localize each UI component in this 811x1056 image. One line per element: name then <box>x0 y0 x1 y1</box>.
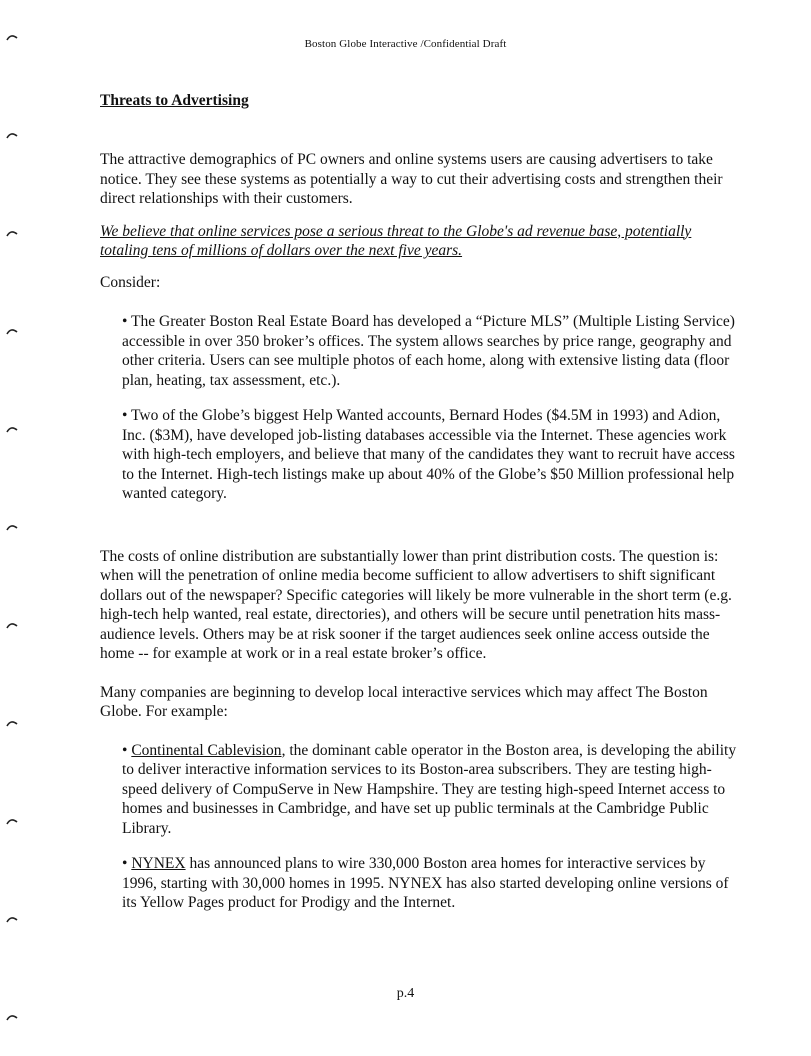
binder-mark-icon <box>5 522 19 532</box>
binder-mark-icon <box>5 424 19 434</box>
binder-mark-icon <box>5 718 19 728</box>
company-name-nynex: NYNEX <box>131 855 186 872</box>
section-title: Threats to Advertising <box>100 92 249 109</box>
intro-paragraph: The attractive demographics of PC owners and online systems users are causing advertisers to take notice. They see these systems as potentially a way to cut their advertising costs and strengthen their direct relationships with their customers. <box>100 151 723 207</box>
bullet-continental-cablevision <box>122 741 740 839</box>
main-content <box>100 92 740 929</box>
threat-statement: We believe that online services pose a serious threat to the Globe's ad revenue base, potentially totaling tens of millions of dollars over the next five years. <box>100 222 692 259</box>
online-distribution-paragraph: The costs of online distribution are substantially lower than print distribution costs. The question is: when will the penetration of online media become sufficient to allow advertisers to shift significant dollars out of the newspaper? Specific categories will likely be more vulnerable in the short term (e.g. high-tech help wanted, real estate, directories), and others will be secure until penetration hits mass-audience levels. Others may be at risk sooner if the target audiences seek online access outside the home -- for example at work or in a real estate broker’s office. <box>100 547 732 662</box>
bullet-help-wanted: • Two of the Globe’s biggest Help Wanted accounts, Bernard Hodes ($4.5M in 1993) and Adion, Inc. ($3M), have developed job-listing databases accessible via the Internet. These agencies work with high-tech employers, and believe that many of the candidates they want to recruit have access to the Internet. High-tech listings make up about 40% of the Globe’s $50 Million professional help wanted category. <box>122 407 735 502</box>
binder-mark-icon <box>5 326 19 336</box>
page-header: Boston Globe Interactive /Confidential Draft <box>304 38 507 50</box>
local-services-paragraph: Many companies are beginning to develop local interactive services which may affect The Boston Globe. For example: <box>100 683 708 720</box>
binder-mark-icon <box>5 1012 19 1022</box>
binder-mark-icon <box>5 228 19 238</box>
bullet-real-estate: • The Greater Boston Real Estate Board has developed a “Picture MLS” (Multiple Listing Service) accessible in over 350 broker’s offices. The system allows searches by price range, geography and other criteria. Users can see multiple photos of each home, along with extensive listing data (floor plan, heating, tax assessment, etc.). <box>122 313 735 389</box>
bullet-prefix: • <box>122 855 132 872</box>
bullet-text: has announced plans to wire 330,000 Boston area homes for interactive services by 1996, starting with 30,000 homes in 1995. NYNEX has also started developing online versions of its Yellow Pages product for Prodigy and the Internet. <box>122 855 729 911</box>
company-name-continental: Continental Cablevision <box>131 741 282 759</box>
page-number: p.4 <box>396 986 415 1001</box>
bullet-text: , the dominant cable operator in the Boston area, is developing the ability to deliver interactive information services to its Boston-area subscribers. They are testing high-speed delivery of CompuServe in New Hampshire. They are testing high-speed Internet access to homes and businesses in Cambridge, and have set up public terminals at the Cambridge Public Library. <box>122 741 737 837</box>
binder-mark-icon <box>5 620 19 630</box>
consider-label: Consider: <box>100 273 161 291</box>
bullet-prefix: • <box>122 741 132 759</box>
binder-mark-icon <box>5 32 19 42</box>
binder-mark-icon <box>5 130 19 140</box>
bullet-nynex <box>122 854 740 913</box>
binder-mark-icon <box>5 914 19 924</box>
binder-mark-icon <box>5 816 19 826</box>
